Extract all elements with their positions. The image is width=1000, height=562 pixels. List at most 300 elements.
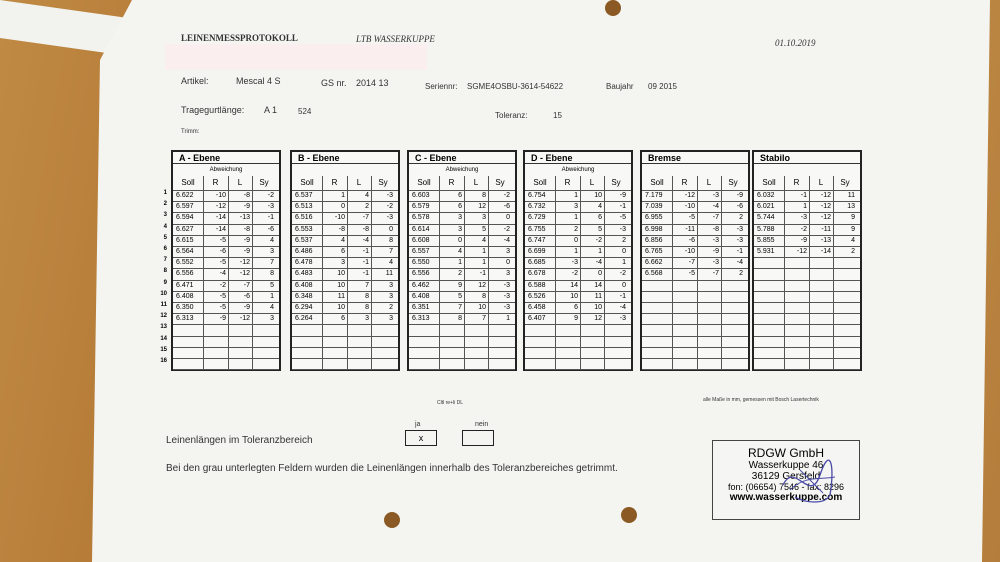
col-header-soll: Soll [533,178,547,187]
row-divider [525,369,631,370]
cell-sy: -5 [619,214,626,222]
cell-l: -2 [595,236,602,244]
row-divider [754,313,860,314]
cell-sy: -1 [619,203,626,211]
cell-soll: 6.699 [528,248,546,255]
col-header-sy: Sy [378,178,388,187]
grid-title: Bremse [642,152,748,164]
cell-r: -5 [688,214,695,222]
cell-sy: 1 [622,259,626,267]
row-number: 16 [160,358,167,364]
cell-sy: -3 [267,203,274,211]
cell-sy: -2 [386,203,393,211]
cell-sy: 3 [506,270,510,278]
col-header-sy: Sy [728,178,738,187]
cell-sy: 4 [389,259,393,267]
cell-soll: 6.513 [295,203,313,211]
col-header-l: L [706,178,712,187]
col-header-l: L [237,178,243,187]
cell-l: 0 [598,270,602,278]
col-header-r: R [212,178,219,187]
cell-sy: -4 [503,236,510,244]
cell-l: 1 [482,259,486,267]
cell-soll: 6.408 [176,292,194,300]
serien-label: Seriennr: [425,82,458,91]
row-divider [754,336,860,337]
punch-hole [384,512,400,528]
col-header-l: L [818,178,824,187]
row-divider [642,324,748,325]
cell-sy: -3 [736,225,743,233]
col-header-l: L [589,178,595,187]
cell-sy: 2 [851,248,855,255]
row-divider [525,358,631,359]
row-number: 1 [163,190,167,196]
cell-l: -6 [243,292,250,300]
cell-l: -9 [243,236,250,244]
cell-r: 0 [458,236,462,244]
col-header-soll: Soll [650,178,664,187]
cell-l: 5 [482,225,486,233]
cell-soll: 6.622 [176,192,194,199]
abweichung-label: Abweichung [561,167,595,173]
row-divider [173,324,279,325]
cell-r: -12 [215,203,226,211]
cell-r: 9 [458,281,462,289]
cell-l: 12 [478,281,486,289]
cell-sy: 9 [851,225,855,233]
cell-sy: 3 [506,248,510,255]
cell-soll: 5.855 [757,236,775,244]
artikel-value: Mescal 4 S [236,76,281,86]
cell-soll: 6.032 [757,192,775,199]
cell-r: 0 [341,203,345,211]
cell-sy: -3 [386,214,393,222]
cell-soll: 6.579 [412,203,430,211]
row-divider [173,369,279,370]
stamp-street: Wasserkuppe 46 [748,460,824,471]
cell-r: -5 [219,259,226,267]
cell-soll: 6.471 [176,281,194,289]
cell-l: -9 [243,304,250,311]
cell-l: -1 [362,259,369,267]
cell-sy: -9 [619,192,626,199]
cell-r: 10 [337,270,345,278]
cell-sy: 11 [847,192,855,199]
grid-1 [290,150,400,371]
cell-l: -12 [820,192,831,199]
row-number: 9 [163,279,167,286]
cell-r: -10 [684,203,695,211]
cell-l: -9 [243,248,250,255]
cell-soll: 6.351 [412,304,430,311]
row-divider [642,302,748,303]
col-header-r: R [331,178,338,187]
row-divider [292,347,398,348]
cell-l: 3 [482,214,486,222]
cell-l: 7 [365,281,369,289]
cell-l: -3 [712,259,719,267]
cell-soll: 6.516 [295,214,313,222]
cell-soll: 6.755 [528,225,546,233]
cell-sy: 3 [389,315,393,323]
cell-r: 4 [341,236,345,244]
cell-sy: -9 [736,192,743,199]
cell-l: -7 [362,214,369,222]
grid-5 [752,150,862,371]
col-header-r: R [681,178,688,187]
cell-sy: 0 [506,214,510,222]
cell-l: 1 [598,248,602,255]
cell-sy: 8 [270,270,274,278]
cell-l: -12 [239,270,250,278]
cell-r: 6 [458,203,462,211]
cell-l: -14 [820,248,831,255]
cell-sy: 2 [622,236,626,244]
cell-r: 6 [574,304,578,311]
col-header-sy: Sy [259,178,269,187]
cell-r: 1 [341,192,345,199]
cell-r: -9 [219,315,226,323]
cell-soll: 6.408 [295,281,313,289]
cell-r: 3 [458,225,462,233]
cell-sy: 1 [506,315,510,323]
cell-l: -13 [239,214,250,222]
cell-soll: 6.408 [412,292,430,300]
row-divider [409,347,515,348]
row-number: 10 [160,290,167,297]
cell-soll: 6.615 [176,236,194,244]
cell-sy: 9 [851,214,855,222]
gs-label: GS nr. [321,78,347,88]
cell-soll: 6.348 [295,292,313,300]
cell-sy: 3 [389,292,393,300]
gs-value: 2014 13 [356,78,389,88]
cell-l: 5 [598,225,602,233]
cell-l: 2 [365,203,369,211]
row-divider [754,324,860,325]
cell-r: -5 [219,304,226,311]
cell-r: 10 [570,292,578,300]
cell-sy: 8 [389,236,393,244]
cell-r: 5 [458,292,462,300]
col-header-soll: Soll [181,178,195,187]
cell-l: -4 [595,259,602,267]
col-header-r: R [793,178,800,187]
cell-soll: 6.678 [528,270,546,278]
cell-l: -12 [239,315,250,323]
cell-r: -12 [796,248,807,255]
row-number: 13 [160,324,167,331]
cell-r: -7 [688,259,695,267]
cell-sy: 7 [389,248,393,255]
cell-sy: 1 [270,292,274,300]
ja-checkbox[interactable]: x [405,430,437,446]
cell-sy: 0 [389,225,393,233]
grid-title: C - Ebene [409,152,515,164]
cell-l: 4 [482,236,486,244]
nein-label: nein [475,421,489,428]
abweichung-label: Abweichung [445,167,479,173]
row-number: 15 [160,346,167,353]
cell-soll: 6.021 [757,203,775,211]
cell-l: 8 [365,304,369,311]
cell-sy: 3 [270,248,274,255]
artikel-label: Artikel: [181,76,209,86]
row-number: 3 [163,212,167,219]
cell-soll: 6.537 [295,236,313,244]
cell-sy: 0 [506,259,510,267]
cltl-note: Cltl re+li DL [437,400,463,406]
cell-r: -6 [219,248,226,255]
cell-sy: -3 [503,292,510,300]
cell-soll: 6.552 [176,259,194,267]
cell-r: 10 [337,304,345,311]
cell-l: 12 [478,203,486,211]
cell-soll: 6.754 [528,192,546,199]
abweichung-label: Abweichung [209,167,243,173]
cell-soll: 6.564 [176,248,194,255]
cell-l: -12 [820,214,831,222]
cell-r: -12 [684,192,695,199]
cell-soll: 6.765 [645,248,663,255]
cell-sy: -2 [503,192,510,199]
cell-l: -8 [243,192,250,199]
cell-sy: -3 [503,281,510,289]
baujahr-value: 09 2015 [648,82,677,91]
cell-l: 8 [482,192,486,199]
cell-sy: -3 [619,315,626,323]
stamp-name: RDGW GmbH [748,446,824,460]
cell-soll: 6.294 [295,304,313,311]
cell-soll: 6.998 [645,225,663,233]
cell-soll: 6.556 [412,270,430,278]
cell-sy: -6 [736,203,743,211]
cell-soll: 6.486 [295,248,313,255]
cell-l: 4 [598,203,602,211]
cell-soll: 6.537 [295,192,313,199]
nein-checkbox[interactable] [462,430,494,446]
cell-soll: 6.556 [176,270,194,278]
cell-soll: 6.578 [412,214,430,222]
row-number: 7 [163,257,167,264]
doc-title: LEINENMESSPROTOKOLL [181,33,298,43]
row-divider [409,369,515,370]
trimm-note: Bei den grau unterlegten Feldern wurden die Leinenlängen innerhalb des Toleranzbereiches getrimmt. [166,463,618,474]
trimm-label: Trimm: [181,129,200,135]
cell-r: -4 [219,270,226,278]
cell-sy: 0 [622,248,626,255]
cell-soll: 6.747 [528,236,546,244]
ja-label: ja [415,421,421,428]
cell-r: 3 [341,259,345,267]
cell-soll: 6.313 [176,315,194,323]
cell-r: -10 [684,248,695,255]
col-header-soll: Soll [762,178,776,187]
cell-sy: 2 [739,214,743,222]
measure-note: alle Maße in mm, gemessen mit Bosch Lasertechnik [703,397,819,403]
cell-l: -11 [821,225,831,233]
cell-sy: 13 [847,203,855,211]
row-divider [292,358,398,359]
cell-sy: -6 [267,225,274,233]
grid-0 [171,150,281,371]
row-number: 11 [160,302,167,308]
cell-l: -7 [712,214,719,222]
cell-soll: 6.729 [528,214,546,222]
cell-r: -1 [800,192,807,199]
cell-sy: 3 [389,281,393,289]
cell-soll: 6.568 [645,270,663,278]
cell-l: 11 [594,292,602,300]
col-header-soll: Soll [417,178,431,187]
row-divider [173,347,279,348]
cell-soll: 6.588 [528,281,546,289]
cell-sy: 7 [270,259,274,267]
cell-soll: 5.931 [757,248,775,255]
col-header-l: L [473,178,479,187]
cell-l: 10 [594,192,602,199]
cell-l: -8 [712,225,719,233]
cell-r: -2 [571,270,578,278]
grid-title: D - Ebene [525,152,631,164]
cell-r: -10 [215,192,226,199]
cell-sy: -3 [386,192,393,199]
row-number: 4 [163,223,167,230]
cell-soll: 6.462 [412,281,430,289]
cell-l: -1 [362,270,369,278]
cell-r: -14 [215,225,226,233]
cell-soll: 6.614 [412,225,430,233]
col-header-r: R [564,178,571,187]
cell-l: -8 [362,225,369,233]
cell-r: 1 [803,203,807,211]
cell-soll: 7.039 [645,203,663,211]
row-divider [642,347,748,348]
cell-r: 6 [458,192,462,199]
row-divider [754,358,860,359]
cell-soll: 6.662 [645,259,663,267]
cell-soll: 6.597 [176,203,194,211]
row-divider [754,291,860,292]
cell-soll: 6.458 [528,304,546,311]
cell-sy: 4 [270,304,274,311]
stamp-web: www.wasserkuppe.com [729,492,843,503]
cell-r: 1 [458,259,462,267]
cell-sy: 4 [270,236,274,244]
redacted-area [165,44,427,70]
row-divider [525,336,631,337]
cell-r: -14 [215,214,226,222]
cell-r: -3 [800,214,807,222]
row-number: 2 [163,201,167,208]
cell-l: -3 [712,192,719,199]
row-divider [642,336,748,337]
row-divider [292,369,398,370]
row-divider [525,324,631,325]
cell-soll: 6.856 [645,236,663,244]
grid-title: Stabilo [754,152,860,164]
cell-l: 7 [482,315,486,323]
row-divider [292,336,398,337]
row-divider [409,324,515,325]
cell-soll: 6.526 [528,292,546,300]
grid-title: B - Ebene [292,152,398,164]
row-divider [409,358,515,359]
doc-date: 01.10.2019 [775,38,816,48]
cell-soll: 7.179 [645,192,663,199]
cell-l: -12 [820,203,831,211]
cell-soll: 6.407 [528,315,546,323]
cell-sy: 11 [385,270,393,278]
cell-soll: 6.608 [412,236,430,244]
cell-l: 6 [598,214,602,222]
org-name: LTB WASSERKUPPE [356,34,435,44]
cell-sy: 5 [270,281,274,289]
cell-r: 6 [341,248,345,255]
cell-soll: 6.685 [528,259,546,267]
cell-sy: -2 [503,225,510,233]
grid-2 [407,150,517,371]
row-divider [642,369,748,370]
cell-r: 10 [337,281,345,289]
cell-sy: 4 [851,236,855,244]
cell-r: 11 [337,292,345,300]
cell-soll: 6.732 [528,203,546,211]
row-divider [754,369,860,370]
cell-r: -8 [338,225,345,233]
cell-r: -6 [688,236,695,244]
grid-title: A - Ebene [173,152,279,164]
cell-r: -5 [219,236,226,244]
cell-sy: 2 [389,304,393,311]
cell-r: 14 [570,281,578,289]
cell-l: 8 [482,292,486,300]
row-divider [409,336,515,337]
cell-l: -1 [362,248,369,255]
cell-r: 0 [574,236,578,244]
cell-l: -4 [712,203,719,211]
grid-3 [523,150,633,371]
cell-sy: 0 [622,281,626,289]
cell-r: 2 [458,270,462,278]
cell-sy: -1 [267,214,274,222]
cell-r: -9 [800,236,807,244]
cell-sy: -2 [619,270,626,278]
col-header-sy: Sy [611,178,621,187]
cell-l: 10 [478,304,486,311]
row-divider [754,268,860,269]
row-divider [292,324,398,325]
stamp-city: 36129 Gersfeld [751,471,821,482]
cell-soll: 6.955 [645,214,663,222]
cell-r: 6 [341,315,345,323]
cell-sy: -1 [619,292,626,300]
cell-r: -11 [685,225,695,233]
tragegurt-value: 524 [298,107,312,116]
cell-l: 12 [594,315,602,323]
col-header-soll: Soll [300,178,314,187]
row-number: 5 [163,234,167,241]
cell-soll: 5.744 [757,214,775,222]
cell-r: 3 [574,203,578,211]
cell-l: -8 [243,225,250,233]
row-divider [754,347,860,348]
row-divider [754,280,860,281]
cell-soll: 6.478 [295,259,313,267]
tragegurt-a: A 1 [264,105,278,115]
row-divider [173,358,279,359]
